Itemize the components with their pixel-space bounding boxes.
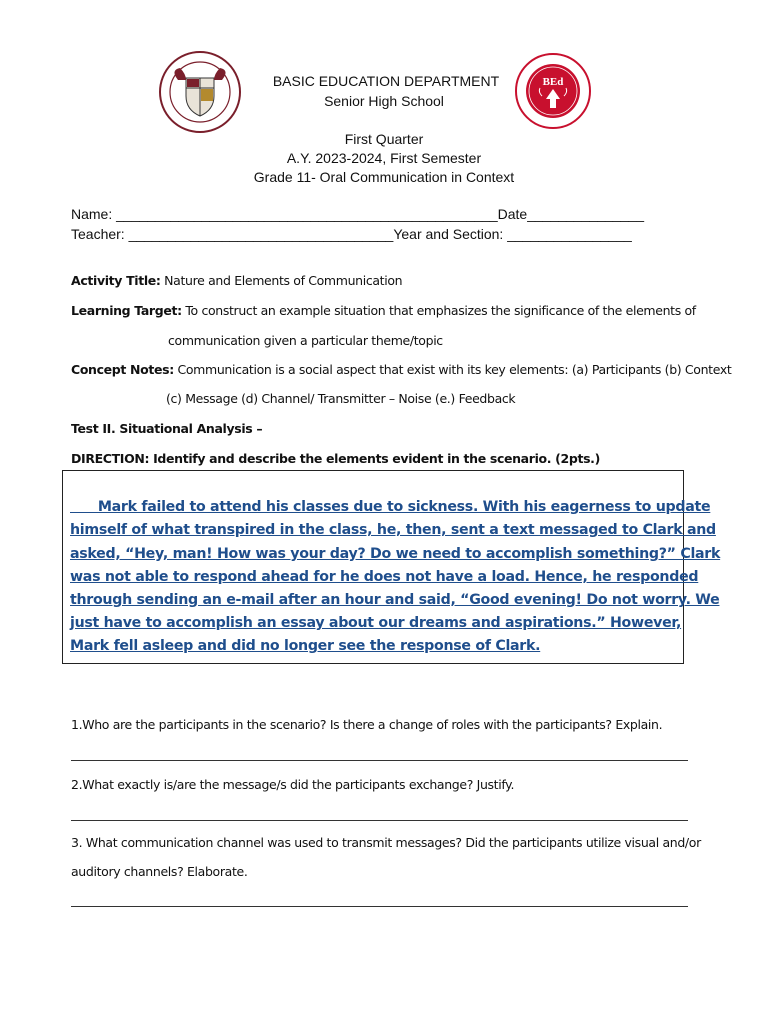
scenario-line: through sending an e-mail after an hour and said, “Good evening! Do not worry. We <box>70 592 720 608</box>
answer-line-1[interactable] <box>71 760 688 761</box>
school-heading: Senior High School <box>324 93 444 109</box>
scenario-line: was not able to respond ahead for he does not have a load. Hence, he responded <box>70 569 699 585</box>
direction-text: DIRECTION: Identify and describe the elements evident in the scenario. (2pts.) <box>71 451 600 466</box>
subject-heading: Grade 11- Oral Communication in Context <box>253 169 515 185</box>
scenario-line: just have to accomplish an essay about our dreams and aspirations.” However, <box>70 615 682 631</box>
basic-education-seal-logo <box>514 52 592 130</box>
question-3-line2: auditory channels? Elaborate. <box>71 864 248 879</box>
concept-notes-line1: Communication is a social aspect that exist with its key elements: (a) Participants (b) Context <box>173 362 732 377</box>
scenario-line: Mark failed to attend his classes due to sickness. With his eagerness to update <box>70 499 711 515</box>
scenario-line: asked, “Hey, man! How was your day? Do we need to accomplish something?” Clark <box>70 546 721 562</box>
academic-year-heading: A.Y. 2023-2024, First Semester <box>286 150 482 166</box>
name-date-field[interactable]: Name: _________________________________________________Date_______________ <box>71 206 645 222</box>
quarter-heading: First Quarter <box>344 131 424 147</box>
learning-target <box>71 303 696 318</box>
question-2: 2.What exactly is/are the message/s did the participants exchange? Justify. <box>71 777 515 792</box>
learning-target-line2: communication given a particular theme/topic <box>168 333 443 348</box>
answer-line-2[interactable] <box>71 820 688 821</box>
concept-notes-line2: (c) Message (d) Channel/ Transmitter – Noise (e.) Feedback <box>166 391 516 406</box>
question-1: 1.Who are the participants in the scenario? Is there a change of roles with the participants? Explain. <box>71 717 663 732</box>
learning-target-label: Learning Target: <box>71 303 182 318</box>
concept-notes <box>71 362 731 377</box>
teacher-section-field[interactable]: Teacher: __________________________________Year and Section: ________________ <box>71 226 632 242</box>
department-heading: BASIC EDUCATION DEPARTMENT <box>272 73 500 89</box>
activity-title <box>71 273 402 288</box>
scenario-line: himself of what transpired in the class, he, then, sent a text messaged to Clark and <box>70 522 716 538</box>
svg-text:BEd: BEd <box>542 76 564 88</box>
question-3: 3. What communication channel was used to transmit messages? Did the participants utilize visual and/or <box>71 835 701 850</box>
concept-notes-label: Concept Notes: <box>71 362 174 377</box>
answer-line-3[interactable] <box>71 906 688 907</box>
activity-title-label: Activity Title: <box>71 273 161 288</box>
test-title: Test II. Situational Analysis – <box>71 421 263 436</box>
activity-title-value: Nature and Elements of Communication <box>160 273 403 288</box>
scenario-line: Mark fell asleep and did no longer see the response of Clark. <box>70 638 541 654</box>
learning-target-line1: To construct an example situation that emphasizes the significance of the elements of <box>181 303 696 318</box>
